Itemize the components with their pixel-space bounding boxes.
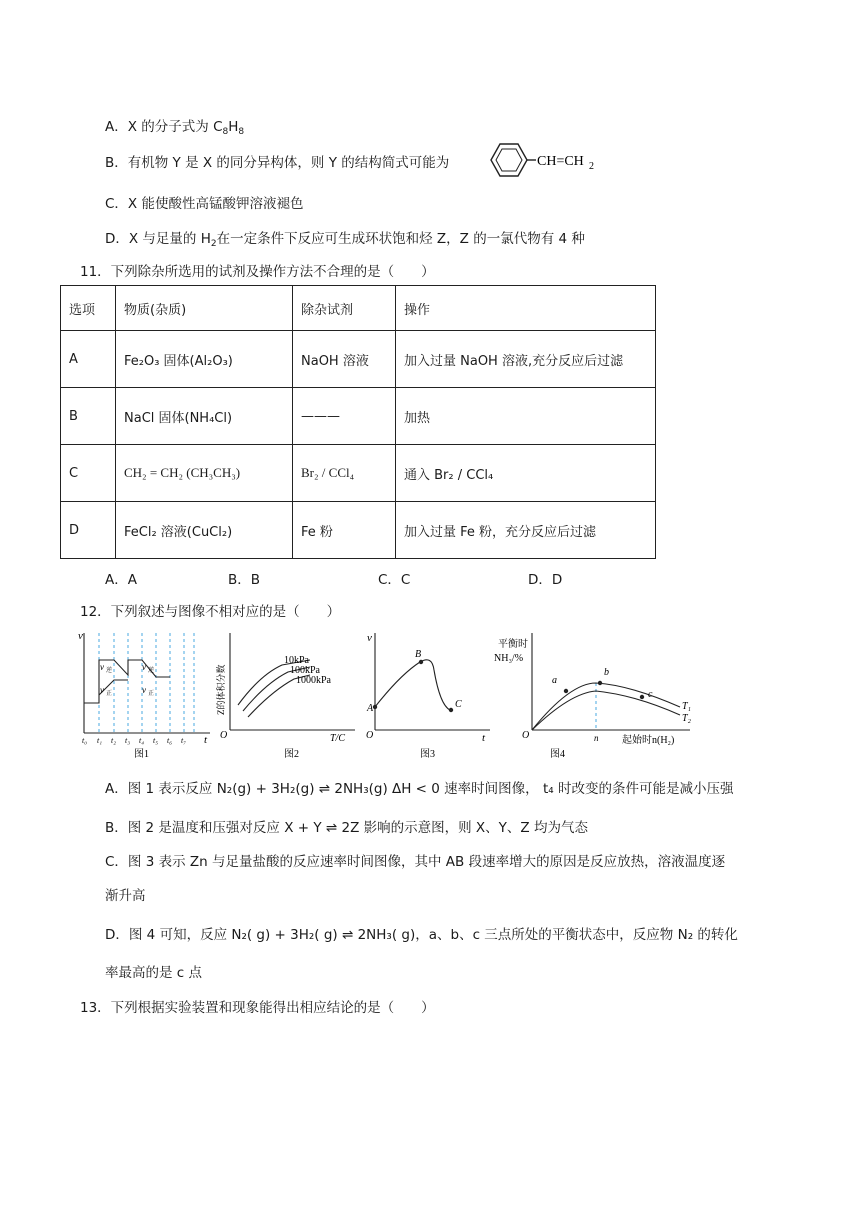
figure-4 (494, 633, 692, 760)
q12-stem: 12．下列叙述与图像不相对应的是（ ） (80, 604, 341, 620)
table-row (61, 502, 656, 559)
q11-table (60, 285, 656, 559)
row-reagent: ——— (293, 388, 396, 445)
fig1-caption: 图1 (134, 749, 149, 760)
table-row (61, 445, 656, 502)
q12-option-c-line2: 渐升高 (105, 888, 146, 904)
fig3-x-label: t (482, 732, 486, 744)
fig4-point-a: a (552, 675, 557, 686)
fig4-caption: 图4 (550, 749, 565, 760)
q13-stem: 13．下列根据实验装置和现象能得出相应结论的是（ ） (80, 1000, 435, 1016)
fig1-tick: t₇ (181, 736, 187, 745)
fig3-origin: O (366, 730, 374, 741)
fig4-t2-label: T₂ (682, 713, 692, 724)
q12-figures (70, 625, 790, 765)
table-header-row (61, 286, 656, 331)
fig1-v-forward-2: v (142, 685, 146, 695)
fig2-origin: O (220, 730, 228, 741)
row-reagent: NaOH 溶液 (293, 331, 396, 388)
q10-option-a-text: A．X 的分子式为 C (105, 119, 223, 135)
fig2-curve-label: 100kPa (290, 665, 320, 676)
vinyl-group-label: CH=CH (537, 154, 584, 169)
fig1-tick: t₃ (125, 736, 131, 745)
row-operation: 加入过量 Fe 粉，充分反应后过滤 (396, 502, 656, 559)
fig2-curve-label: 1000kPa (296, 675, 331, 686)
row-reagent: Fe 粉 (293, 502, 396, 559)
q11-answer-b: B．B (228, 572, 261, 588)
fig1-tick: t₄ (139, 736, 145, 745)
fig3-point-c: C (455, 699, 462, 710)
q10-option-a-h-count: 8 (238, 127, 245, 137)
fig2-curve-label: 10kPa (284, 655, 309, 666)
fig3-point-a: A (367, 703, 374, 714)
fig3-y-label: v (367, 632, 372, 644)
header-substance: 物质(杂质) (116, 286, 293, 331)
fig4-n-label: n (594, 733, 599, 743)
table-row (61, 331, 656, 388)
header-reagent: 除杂试剂 (293, 286, 396, 331)
benzene-inner-ring (496, 149, 522, 171)
fig1-v-reverse-2: v (142, 662, 146, 672)
fig2-x-label: T/C (330, 733, 346, 744)
q12-option-a: A．图 1 表示反应 N₂(g) + 3H₂(g) ⇌ 2NH₃(g) ΔH < 0 速率时间图像， t₄ 时改变的条件可能是减小压强 (105, 781, 734, 797)
q11-answer-a: A．A (105, 572, 137, 588)
fig1-tick: t₀ (82, 736, 88, 745)
q10-option-d-post: 在一定条件下反应可生成环状饱和烃 Z，Z 的一氯代物有 4 种 (216, 231, 585, 247)
fig1-tick: t₆ (167, 736, 173, 745)
q10-option-a (105, 115, 244, 135)
table-row (61, 388, 656, 445)
fig4-point-b: b (604, 667, 609, 678)
row-substance: CH₂ = CH₂ (CH₃CH₃) (116, 445, 293, 502)
q10-option-d-sub: 2 (210, 239, 217, 249)
q10-option-a-c-count: 8 (222, 127, 229, 137)
fig1-x-label: t (204, 734, 208, 746)
row-option: C (61, 445, 116, 502)
q10-option-b-text: B．有机物 Y 是 X 的同分异构体，则 Y 的结构简式可能为 (105, 155, 450, 171)
fig1-tick: t₅ (153, 736, 159, 745)
header-option: 选项 (61, 286, 116, 331)
fig4-y-label-2: NH₃/% (494, 653, 524, 664)
q10-option-d (105, 227, 585, 247)
row-substance: NaCl 固体(NH₄Cl) (116, 388, 293, 445)
styrene-structure (478, 140, 618, 180)
fig1-v-forward: v (100, 685, 104, 695)
q12-option-d-line2: 率最高的是 c 点 (105, 965, 203, 981)
row-reagent: Br₂ / CCl₄ (293, 445, 396, 502)
fig1-v-reverse: v (100, 662, 104, 672)
fig2-y-label: Z的体积分数 (216, 664, 226, 715)
fig4-y-label-1: 平衡时 (498, 639, 528, 650)
fig2-caption: 图2 (284, 749, 299, 760)
vinyl-group-subscript: 2 (589, 161, 594, 172)
fig4-x-label: 起始时n(H₂) (622, 735, 675, 746)
row-operation: 通入 Br₂ / CCl₄ (396, 445, 656, 502)
fig3-caption: 图3 (420, 749, 435, 760)
row-option: A (61, 331, 116, 388)
fig4-point-c: c (648, 689, 653, 700)
q10-option-a-h: H (228, 119, 239, 135)
q10-option-d-pre: D．X 与足量的 H (105, 231, 211, 247)
fig1-v-forward-2-sub: 正 (148, 691, 155, 697)
q11-answer-c: C．C (378, 572, 411, 588)
q12-option-c-line1: C．图 3 表示 Zn 与足量盐酸的反应速率时间图像，其中 AB 段速率增大的原因是反应放热，溶液温度逐 (105, 854, 726, 870)
row-operation: 加热 (396, 388, 656, 445)
row-option: B (61, 388, 116, 445)
fig1-v-reverse-sub: 逆 (106, 668, 113, 674)
figure-3 (366, 632, 490, 760)
fig1-v-reverse-2-sub: 逆 (148, 668, 155, 674)
row-option: D (61, 502, 116, 559)
q10-option-b (105, 151, 449, 171)
fig4-t1-label: T₁ (682, 701, 692, 712)
q10-option-c: C．X 能使酸性高锰酸钾溶液褪色 (105, 196, 304, 212)
fig3-point-b: B (415, 649, 422, 660)
q11-answer-d: D．D (528, 572, 563, 588)
header-operation: 操作 (396, 286, 656, 331)
q12-option-d-line1: D．图 4 可知，反应 N₂( g) + 3H₂( g) ⇌ 2NH₃( g)，a、b、c 三点所处的平衡状态中，反应物 N₂ 的转化 (105, 927, 738, 943)
figure-2 (215, 633, 355, 760)
row-substance: FeCl₂ 溶液(CuCl₂) (116, 502, 293, 559)
row-substance: Fe₂O₃ 固体(Al₂O₃) (116, 331, 293, 388)
row-operation: 加入过量 NaOH 溶液,充分反应后过滤 (396, 331, 656, 388)
fig1-v-forward-sub: 正 (106, 691, 113, 697)
figure-1 (78, 630, 210, 760)
fig4-origin: O (522, 730, 530, 741)
q12-option-b: B．图 2 是温度和压强对反应 X + Y ⇌ 2Z 影响的示意图，则 X、Y、Z 均为气态 (105, 820, 588, 836)
fig1-tick: t₁ (97, 736, 103, 745)
q11-stem: 11．下列除杂所选用的试剂及操作方法不合理的是（ ） (80, 264, 435, 280)
fig1-tick: t₂ (111, 736, 117, 745)
fig1-y-label: v (78, 630, 83, 642)
